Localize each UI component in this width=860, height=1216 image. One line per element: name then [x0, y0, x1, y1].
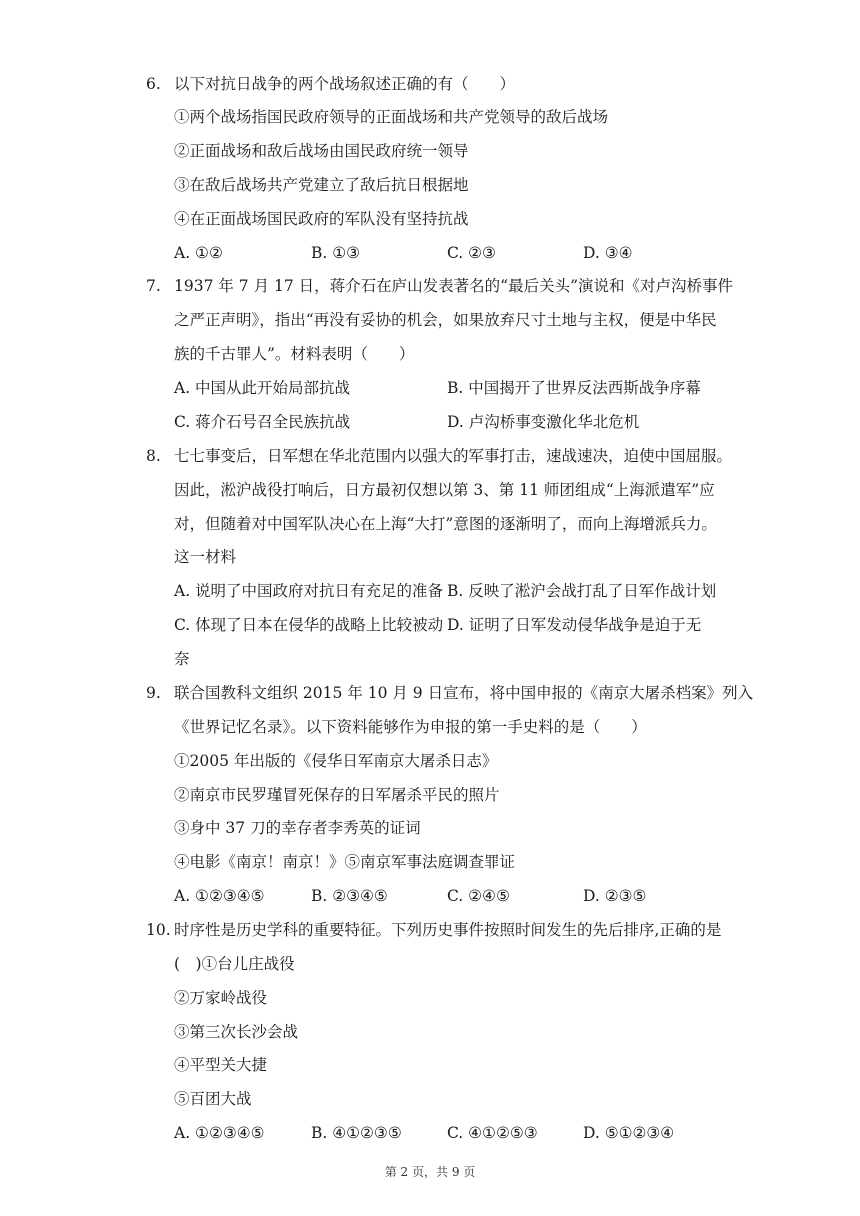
option-a[interactable]: A. ①②③④⑤: [174, 1124, 265, 1142]
option-d[interactable]: D. ③④: [583, 244, 633, 262]
option-d[interactable]: D. 证明了日军发动侵华战争是迫于无: [447, 616, 702, 634]
option-b[interactable]: B. ②③④⑤: [311, 887, 388, 905]
question-number: 9.: [146, 684, 161, 702]
option-b[interactable]: B. 中国揭开了世界反法西斯战争序幕: [447, 379, 701, 397]
question-number: 7.: [146, 277, 161, 295]
statement: ③身中 37 刀的幸存者李秀英的证词: [174, 819, 421, 837]
statement: ②南京市民罗瑾冒死保存的日军屠杀平民的照片: [174, 786, 500, 804]
option-b[interactable]: B. ④①②③⑤: [311, 1124, 402, 1142]
statement: ③在敌后战场共产党建立了敌后抗日根据地: [174, 176, 469, 194]
question-stem: 族的千古罪人”。材料表明（ ）: [174, 345, 415, 363]
question-stem: 因此，淞沪战役打响后，日方最初仅想以第 3、第 11 师团组成“上海派遣军”应: [174, 481, 715, 499]
question-stem: 时序性是历史学科的重要特征。下列历史事件按照时间发生的先后排序,正确的是: [174, 921, 722, 939]
question-number: 10.: [146, 921, 171, 939]
option-a[interactable]: A. ①②③④⑤: [174, 887, 265, 905]
question-stem: 七七事变后，日军想在华北范围内以强大的军事打击，速战速决，迫使中国屈服。: [174, 447, 733, 465]
statement: ④在正面战场国民政府的军队没有坚持抗战: [174, 210, 469, 228]
statement: ②正面战场和敌后战场由国民政府统一领导: [174, 142, 469, 160]
option-a[interactable]: A. 说明了中国政府对抗日有充足的准备: [174, 582, 444, 600]
statement: ④电影《南京！南京！》⑤南京军事法庭调查罪证: [174, 853, 516, 871]
question-stem: 对，但随着对中国军队决心在上海“大打”意图的逐渐明了，而向上海增派兵力。: [174, 515, 717, 533]
page-footer: 第 2 页，共 9 页: [384, 1165, 476, 1179]
statement: ④平型关大捷: [174, 1056, 268, 1074]
statement: ②万家岭战役: [174, 989, 268, 1007]
option-d-continuation: 奈: [174, 650, 190, 668]
option-c[interactable]: C. ④①②⑤③: [447, 1124, 538, 1142]
statement: ③第三次长沙会战: [174, 1023, 299, 1041]
statement: ⑤百团大战: [174, 1090, 252, 1108]
option-d[interactable]: D. ⑤①②③④: [583, 1124, 675, 1142]
option-c[interactable]: C. ②④⑤: [447, 887, 510, 905]
statement: ①两个战场指国民政府领导的正面战场和共产党领导的敌后战场: [174, 108, 609, 126]
option-d[interactable]: D. ②③⑤: [583, 887, 647, 905]
option-c[interactable]: C. 体现了日本在侵华的战略上比较被动: [174, 616, 444, 634]
question-number: 6.: [146, 75, 161, 93]
option-b[interactable]: B. 反映了淞沪会战打乱了日军作战计划: [447, 582, 717, 600]
question-number: 8.: [146, 447, 161, 465]
question-stem: 之严正声明》，指出“再没有妥协的机会，如果放弃尺寸土地与主权，便是中华民: [174, 311, 717, 329]
question-stem: 这一材料: [174, 548, 237, 566]
question-stem: 《世界记忆名录》。以下资料能够作为申报的第一手史料的是（ ）: [174, 718, 647, 736]
statement: ①2005 年出版的《侵华日军南京大屠杀日志》: [174, 752, 498, 770]
question-stem: 以下对抗日战争的两个战场叙述正确的有（ ）: [174, 75, 516, 93]
option-a[interactable]: A. 中国从此开始局部抗战: [174, 379, 351, 397]
option-d[interactable]: D. 卢沟桥事变激化华北危机: [447, 413, 640, 431]
option-a[interactable]: A. ①②: [174, 244, 223, 262]
question-stem: ( )①台儿庄战役: [174, 955, 295, 973]
option-b[interactable]: B. ①③: [311, 244, 361, 262]
question-stem: 1937 年 7 月 17 日，蒋介石在庐山发表著名的“最后关头”演说和《对卢沟桥事件: [174, 277, 734, 295]
option-c[interactable]: C. ②③: [447, 244, 496, 262]
question-stem: 联合国教科文组织 2015 年 10 月 9 日宣布，将中国申报的《南京大屠杀档案》列入: [174, 684, 754, 702]
option-c[interactable]: C. 蒋介石号召全民族抗战: [174, 413, 351, 431]
